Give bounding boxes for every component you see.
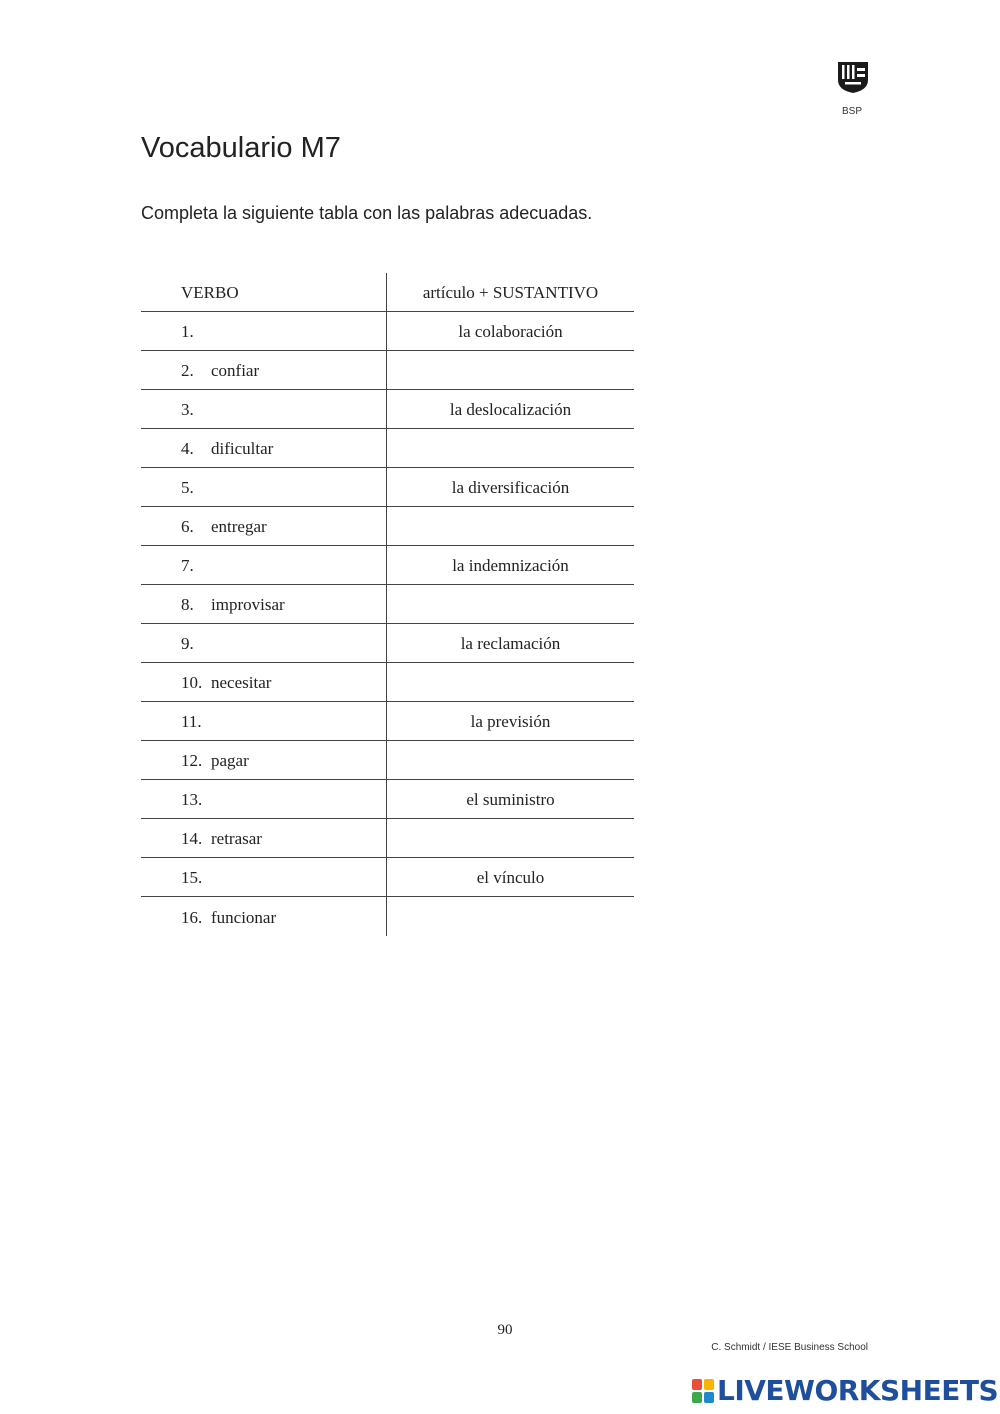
row-number: 3. [181,400,194,419]
vocabulary-table [141,273,634,936]
header-noun: artículo + SUSTANTIVO [422,283,599,302]
noun-cell: la reclamación [460,634,561,653]
verb-cell[interactable] [141,468,387,506]
verb-cell [141,741,387,779]
noun-cell: el suministro [466,790,555,809]
logo-caption: BSP [841,106,862,117]
verb-cell [141,585,387,623]
noun-cell[interactable] [387,507,634,545]
table-row [141,468,634,507]
table-row [141,312,634,351]
table-row [141,624,634,663]
row-number: 4. [181,439,194,458]
noun-cell: el vínculo [476,868,545,887]
header-verb: VERBO [141,273,387,311]
noun-cell[interactable] [387,741,634,779]
row-number: 9. [181,634,194,653]
page-title: Vocabulario M7 [141,132,341,164]
verb-text: confiar [211,361,260,380]
verb-cell[interactable] [141,624,387,662]
verb-cell [141,351,387,389]
table-row [141,390,634,429]
row-number: 12. [181,751,203,770]
noun-cell: la colaboración [458,322,563,341]
row-number: 6. [181,517,194,536]
credit-line: C. Schmidt / IESE Business School [711,1342,868,1353]
table-row [141,858,634,897]
verb-text: improvisar [211,595,285,614]
table-row [141,819,634,858]
row-number: 11. [181,712,202,731]
table-row [141,780,634,819]
verb-cell [141,897,387,936]
table-row [141,429,634,468]
noun-cell[interactable] [387,351,634,389]
table-header-row [141,273,634,312]
table-row [141,702,634,741]
row-number: 16. [181,907,203,927]
row-number: 15. [181,868,203,887]
instructions-text: Completa la siguiente tabla con las palabras adecuadas. [141,203,593,223]
table-row [141,507,634,546]
row-number: 2. [181,361,194,380]
verb-cell [141,507,387,545]
verb-text: funcionar [211,907,277,927]
noun-cell[interactable] [387,663,634,701]
row-number: 14. [181,829,203,848]
noun-cell[interactable] [387,585,634,623]
row-number: 8. [181,595,194,614]
liveworksheets-logo-icon [692,1379,714,1403]
verb-cell [141,429,387,467]
table-row [141,546,634,585]
row-number: 5. [181,478,194,497]
table-row [141,351,634,390]
noun-cell[interactable] [387,429,634,467]
table-row [141,663,634,702]
row-number: 1. [181,322,194,341]
school-crest-logo [836,60,870,94]
row-number: 13. [181,790,203,809]
verb-cell[interactable] [141,390,387,428]
verb-cell [141,663,387,701]
verb-text: retrasar [211,829,262,848]
liveworksheets-brand[interactable] [692,1374,998,1407]
row-number: 7. [181,556,194,575]
noun-cell: la previsión [470,712,551,731]
verb-cell[interactable] [141,702,387,740]
verb-text: necesitar [211,673,272,692]
noun-cell[interactable] [387,897,634,936]
row-number: 10. [181,673,203,692]
verb-cell[interactable] [141,780,387,818]
verb-text: entregar [211,517,267,536]
verb-cell[interactable] [141,312,387,350]
verb-cell [141,819,387,857]
noun-cell[interactable] [387,819,634,857]
noun-cell: la indemnización [452,556,569,575]
verb-cell[interactable] [141,858,387,896]
table-row [141,585,634,624]
noun-cell: la diversificación [451,478,570,497]
table-row [141,741,634,780]
verb-cell[interactable] [141,546,387,584]
table-row [141,897,634,936]
noun-cell: la deslocalización [449,400,572,419]
verb-text: dificultar [211,439,274,458]
verb-text: pagar [211,751,249,770]
brand-name: LIVEWORKSHEETS [717,1374,999,1407]
page-number: 90 [497,1322,513,1338]
